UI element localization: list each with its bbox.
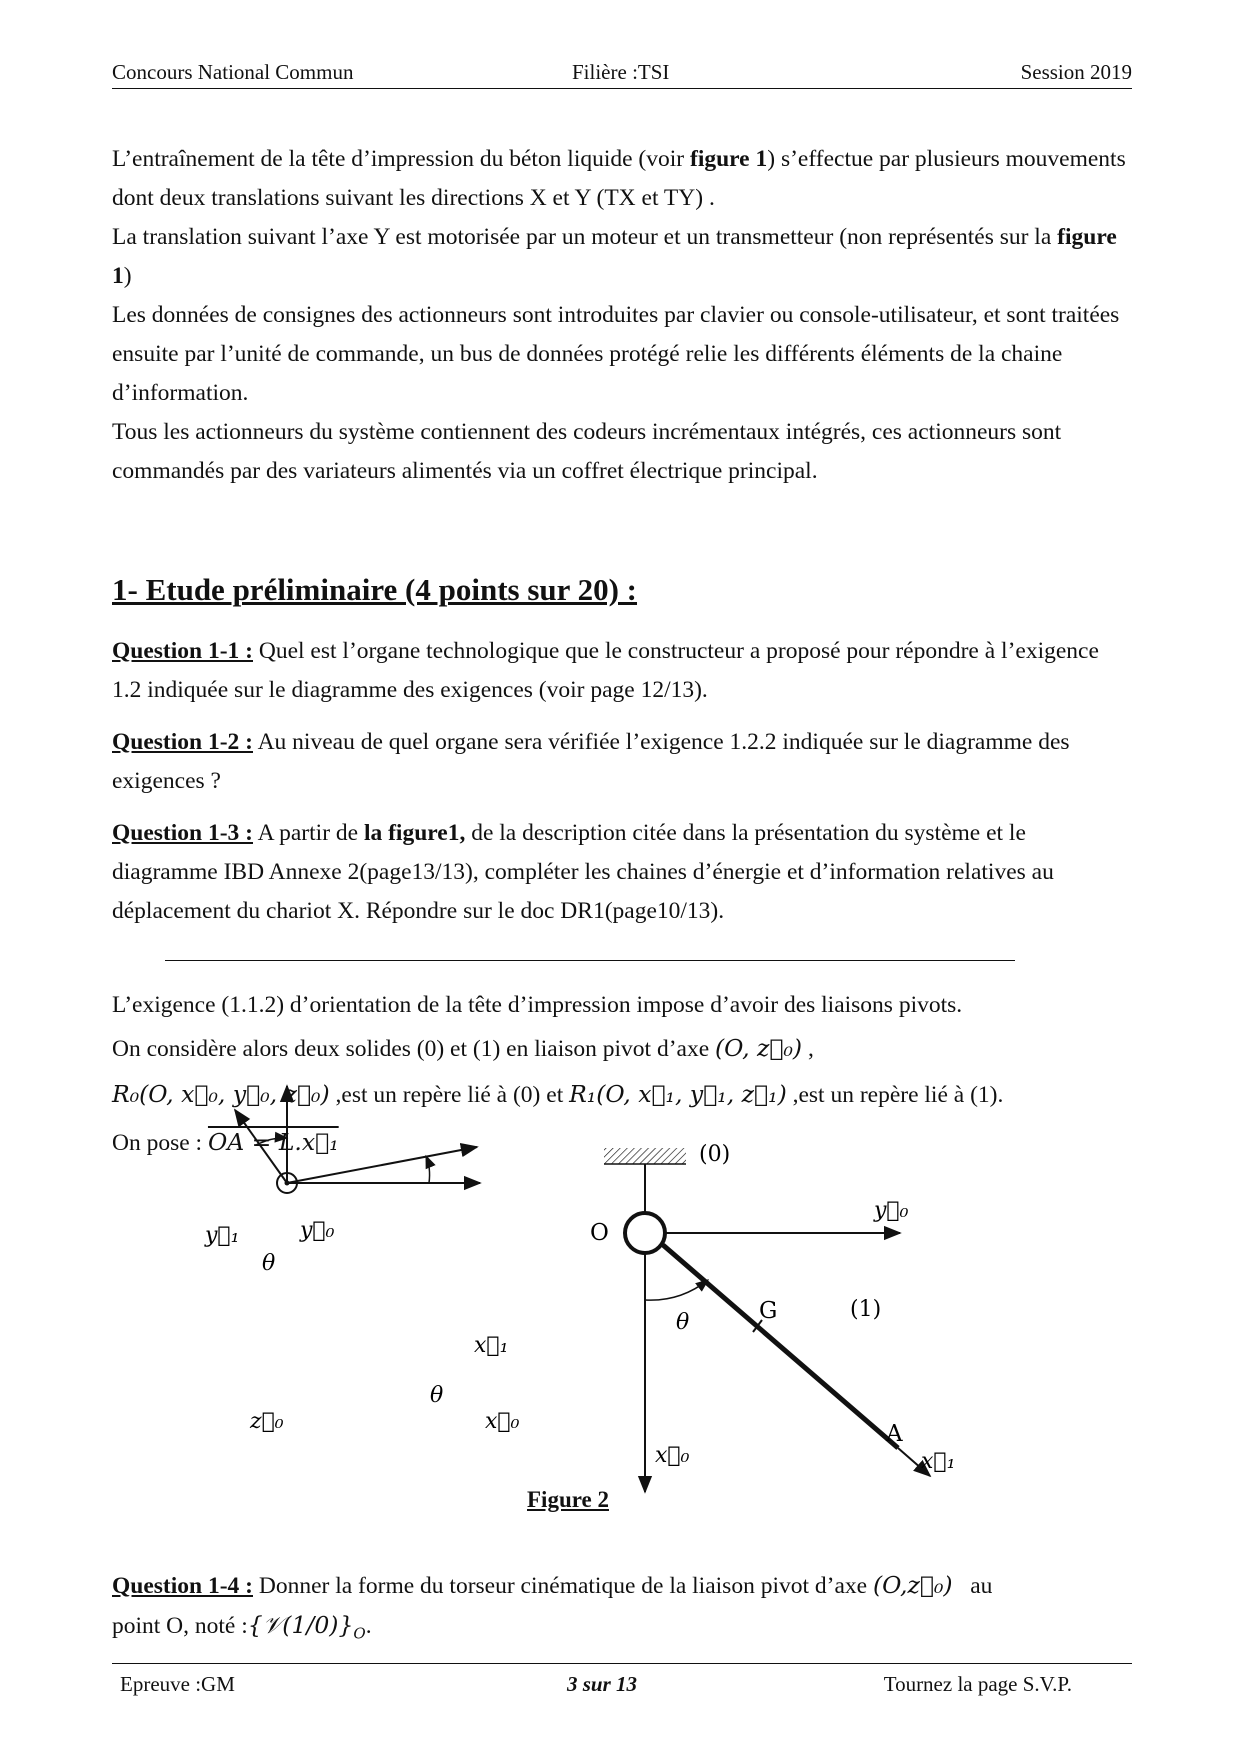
question-1-2: Question 1-2 : Au niveau de quel organe sera vérifiée l’exigence 1.2.2 indiquée sur le diagramme des exigences ?	[112, 729, 1070, 794]
left-angle-diagram	[204, 1086, 520, 1434]
label-point-a: A	[886, 1421, 903, 1447]
label-x0-right: x⃗₀	[655, 1443, 690, 1468]
header-session: Session 2019	[1020, 60, 1132, 84]
pivot-line-3: R₀(O, x⃗₀, y⃗₀, z⃗₀) ,est un repère lié à (0) et R₁(O, x⃗₁, y⃗₁, z⃗₁) ,est un repère lié à (1).	[112, 1080, 1004, 1108]
label-z0-left: z⃗₀	[250, 1409, 284, 1434]
question-1-1: Question 1-1 : Quel est l’organe technologique que le constructeur a proposé pour répondre à l’exigence 1.2 indiquée sur le diagramme des exigences (voir page 12/13).	[112, 638, 1099, 703]
label-y0-left: y⃗₀	[300, 1218, 335, 1243]
solid-1-bar	[663, 1245, 898, 1448]
label-solid-1: (1)	[850, 1297, 882, 1322]
q14-axis-math: (O,z⃗₀)	[872, 1571, 953, 1599]
label-y0-right: y⃗₀	[874, 1198, 909, 1223]
footer-exam: Epreuve :GM	[120, 1672, 235, 1696]
page-footer	[112, 1663, 1132, 1696]
ground-hatch	[604, 1148, 686, 1164]
figure-caption: Figure 2	[527, 1487, 609, 1512]
label-point-o: O	[590, 1220, 609, 1246]
label-y1-left: y⃗₁	[205, 1223, 240, 1248]
question-1-4: Question 1-4 : Donner la forme du torseur cinématique de la liaison pivot d’axe (O,z⃗₀) au point O, noté $:\{𝒱(1/0)\}_O$.	[112, 1571, 993, 1643]
intro-paragraph-2: La translation suivant l’axe Y est motorisée par un moteur et un transmetteur (non représentés sur la figure 1)	[112, 224, 1117, 289]
kinematic-torsor-math: {𝒱(1/0)}	[247, 1611, 354, 1639]
label-x1-left: x⃗₁	[474, 1333, 509, 1358]
pivot-line-4: On pose : OA = L.x⃗₁	[112, 1128, 339, 1156]
intro-paragraph-4: Tous les actionneurs du système contiennent des codeurs incrémentaux intégrés, ces actionneurs sont commandés par des variateurs alimentés via un coffret électrique principal.	[112, 419, 1062, 484]
z0-axis-dot	[285, 1181, 290, 1186]
label-x1-right: x⃗₁	[921, 1449, 956, 1474]
frame-r1-math: R₁(O, x⃗₁, y⃗₁, z⃗₁)	[569, 1080, 787, 1108]
label-theta-right: θ	[676, 1310, 690, 1335]
oa-definition-math: OA = L.x⃗₁	[207, 1128, 339, 1156]
axis-x1-left	[287, 1147, 477, 1183]
intro-paragraph-3: Les données de consignes des actionneurs sont introduites par clavier ou console-utilisateur, et sont traitées ensuite par l’unité de commande, un bus de données protégé relie les différents éléments de la chaine d’information.	[112, 302, 1120, 406]
footer-turn-page: Tournez la page S.V.P.	[883, 1672, 1072, 1696]
question-1-3: Question 1-3 : A partir de la figure1, de la description citée dans la présentation du système et le diagramme IBD Annexe 2(page13/13), compléter les chaines d’énergie et d’information relatives au déplacement du chariot X. Répondre sur le doc DR1(page10/13).	[112, 820, 1054, 924]
axis-y1-left	[235, 1110, 287, 1183]
pivot-axis-math: (O, z⃗₀)	[715, 1034, 803, 1062]
footer-page-number: 3 sur 13	[567, 1672, 638, 1696]
pivot-line-1: L’exigence (1.1.2) d’orientation de la tête d’impression impose d’avoir des liaisons pivots.	[112, 992, 963, 1018]
label-theta-bottom: θ	[430, 1383, 444, 1408]
pivot-circle	[625, 1213, 665, 1253]
label-ground: (0)	[699, 1142, 731, 1167]
header-track: Filière :TSI	[572, 60, 670, 84]
right-pendulum-diagram	[590, 1142, 955, 1492]
section-title: 1- Etude préliminaire (4 points sur 20) :	[112, 572, 638, 607]
header-exam-name: Concours National Commun	[112, 60, 354, 84]
intro-paragraph-1: L’entraînement de la tête d’impression du béton liquide (voir figure 1) s’effectue par plusieurs mouvements dont deux translations suivant les directions X et Y (TX et TY) .	[112, 146, 1126, 211]
theta-arc-top	[256, 1138, 287, 1145]
theta-arc-right	[645, 1280, 708, 1300]
label-theta-top: θ	[262, 1251, 276, 1276]
pivot-line-2: On considère alors deux solides (0) et (1) en liaison pivot d’axe (O, z⃗₀) ,	[112, 1034, 814, 1062]
theta-arc-bottom	[426, 1156, 430, 1183]
frame-r0-math: R₀(O, x⃗₀, y⃗₀, z⃗₀)	[112, 1080, 330, 1108]
label-x0-left: x⃗₀	[485, 1409, 520, 1434]
label-point-g: G	[759, 1298, 778, 1324]
